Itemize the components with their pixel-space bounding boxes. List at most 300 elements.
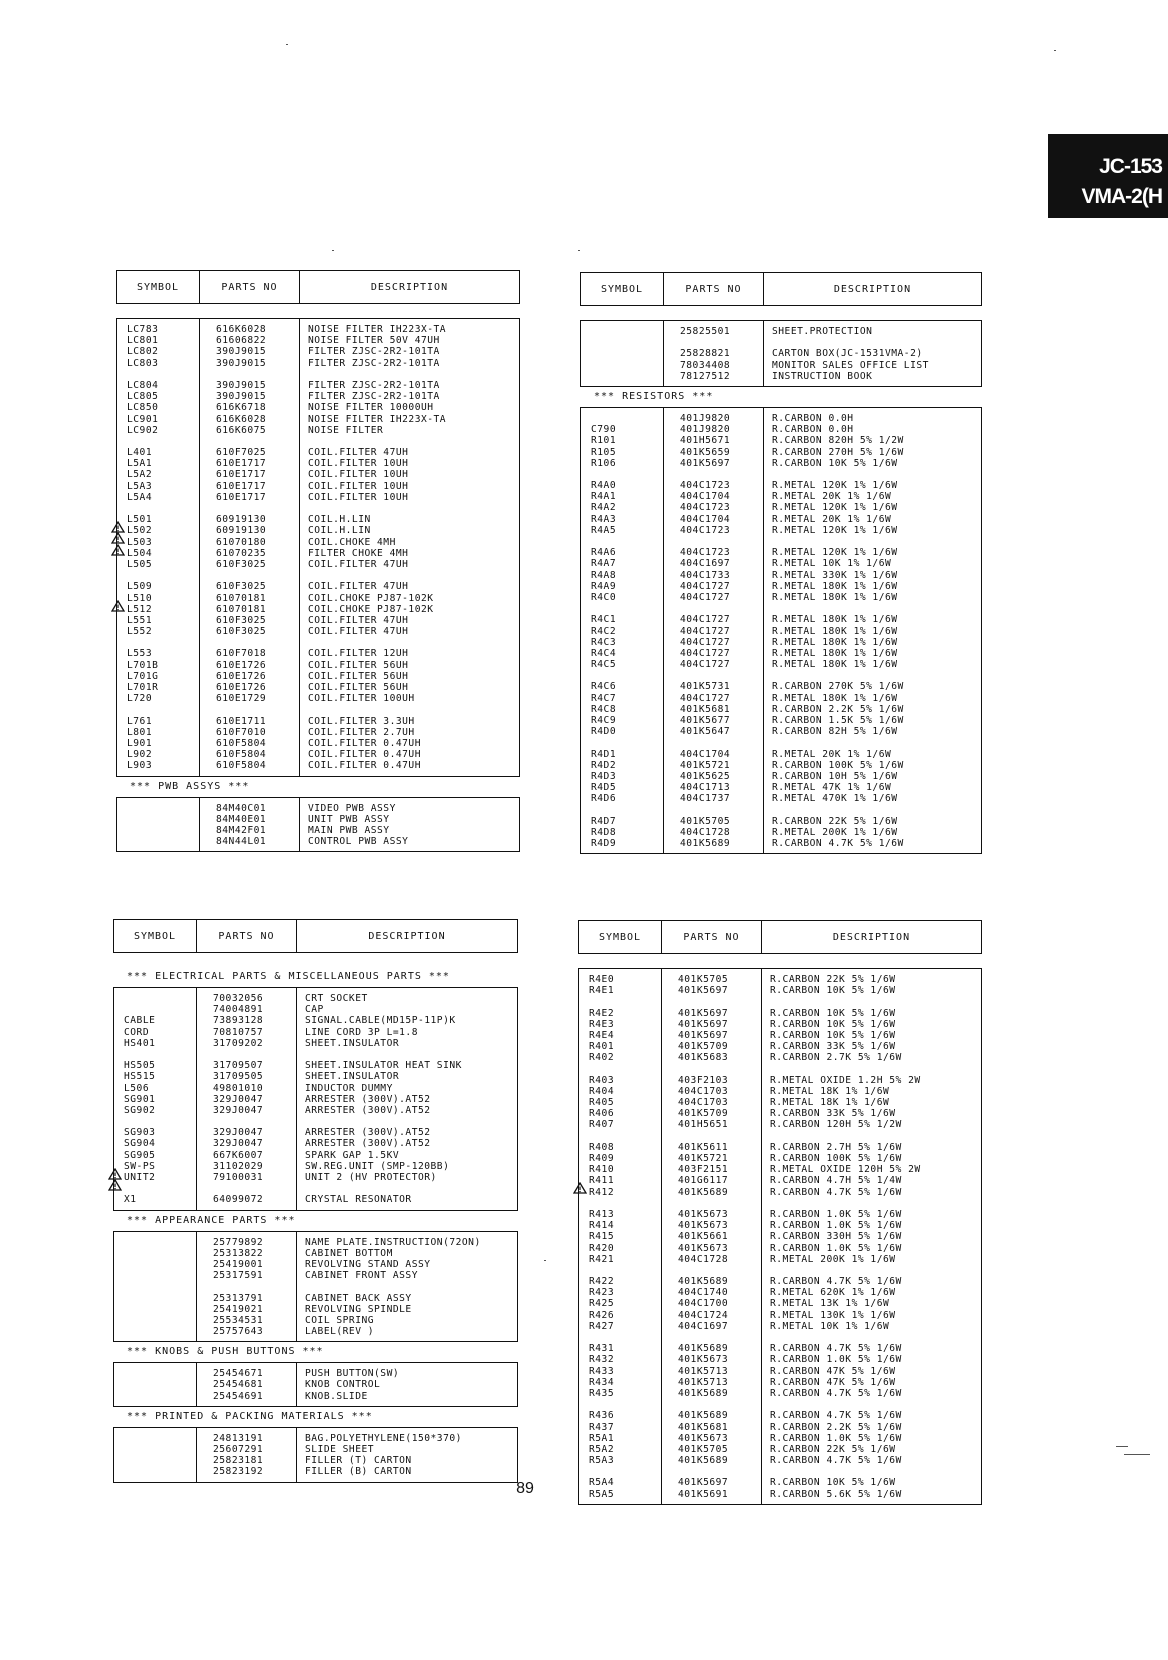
row-gap (589, 1399, 661, 1410)
symbol-text: L701G (127, 670, 159, 682)
parts-no-cell: 401J9820 (680, 424, 731, 436)
symbol-cell (589, 1254, 661, 1265)
description-cell: CRYSTAL RESONATOR (305, 1194, 412, 1206)
description-cell: R.CARBON 330H 5% 1/6W (770, 1231, 902, 1243)
symbol-cell (127, 825, 199, 836)
row-gap (772, 469, 981, 480)
description-cell: MAIN PWB ASSY (308, 824, 390, 836)
symbol-cell (589, 1455, 661, 1466)
symbol-text: LC802 (127, 346, 159, 358)
symbol-text: L701R (127, 682, 159, 693)
parts-no-column (197, 1428, 297, 1482)
symbol-cell (124, 1161, 196, 1172)
parts-no-column (197, 1363, 297, 1406)
description-cell: FILTER ZJSC-2R2-101TA (308, 346, 440, 358)
symbol-text: L512 (127, 603, 153, 615)
parts-no-cell: 610F7018 (216, 648, 267, 660)
parts-no-cell: 616K6075 (216, 424, 267, 436)
table-header (580, 272, 982, 306)
description-cell: R.METAL OXIDE 120H 5% 2W (770, 1164, 921, 1176)
symbol-text: L5A2 (127, 469, 153, 481)
parts-no-cell: 401K5697 (678, 985, 729, 997)
description-cell: R.METAL 180K 1% 1/6W (772, 647, 898, 659)
row-gap (127, 704, 199, 715)
description-cell: COIL.CHOKE PJ87-102K (308, 592, 434, 604)
symbol-text: R435 (589, 1387, 615, 1399)
symbol-cell (124, 1304, 196, 1315)
parts-no-cell: 401K5721 (680, 759, 731, 771)
symbol-text: R106 (591, 457, 617, 469)
symbol-text: R4A7 (591, 558, 617, 570)
symbol-cell (589, 1075, 661, 1086)
scan-speck (578, 250, 580, 251)
parts-no-cell: 404C1728 (678, 1253, 729, 1265)
symbol-cell (127, 525, 199, 536)
parts-no-cell: 404C1727 (680, 659, 731, 671)
description-column (297, 1363, 517, 1406)
symbol-cell (127, 760, 199, 771)
description-column (297, 988, 517, 1210)
parts-no-cell: 401K5661 (678, 1231, 729, 1243)
parts-no-cell: 404C1727 (680, 636, 731, 648)
parts-no-cell: 616K6028 (216, 324, 267, 335)
header-gap (578, 954, 982, 968)
parts-no-cell: 401K5681 (678, 1421, 729, 1433)
symbol-text: L510 (127, 592, 153, 604)
description-cell: LABEL(REV ) (305, 1326, 375, 1338)
description-cell: ARRESTER (300V).AT52 (305, 1093, 431, 1105)
symbol-cell (589, 1142, 661, 1153)
parts-no-cell: 401K5673 (678, 1220, 729, 1232)
symbol-cell (127, 447, 199, 458)
row-gap (772, 536, 981, 547)
description-cell: R.CARBON 820H 5% 1/2W (772, 435, 904, 447)
symbol-cell (124, 1150, 196, 1161)
parts-no-cell: 401K5697 (678, 1029, 729, 1041)
symbol-text: R4E1 (589, 985, 615, 997)
parts-section (113, 987, 518, 1211)
symbol-text: R4D9 (591, 838, 617, 850)
row-gap (680, 603, 763, 614)
parts-rows (579, 969, 981, 1504)
row-gap (680, 737, 763, 748)
symbol-cell (591, 726, 663, 737)
symbol-text: L502 (127, 525, 153, 537)
row-gap (591, 469, 663, 480)
symbol-cell (591, 480, 663, 491)
parts-no-cell: 25454691 (213, 1390, 264, 1402)
parts-no-cell: 404C1703 (678, 1097, 729, 1109)
symbol-cell (591, 592, 663, 603)
description-cell: R.METAL 180K 1% 1/6W (772, 614, 898, 626)
symbol-cell (591, 514, 663, 525)
parts-no-cell: 401K5697 (678, 1018, 729, 1030)
symbol-text: R414 (589, 1220, 615, 1232)
description-cell: R.CARBON 4.7K 5% 1/6W (770, 1410, 902, 1422)
description-cell: R.METAL 200K 1% 1/6W (772, 826, 898, 838)
symbol-cell (591, 435, 663, 446)
symbol-cell (589, 1354, 661, 1365)
description-cell: NOISE FILTER 10000UH (308, 402, 434, 414)
description-cell: COIL.FILTER 47UH (308, 447, 409, 459)
description-cell: CABINET BACK ASSY (305, 1292, 412, 1304)
symbol-cell (591, 838, 663, 849)
description-cell: COIL.FILTER 47UH (308, 626, 409, 638)
description-column (300, 798, 519, 852)
symbol-cell (127, 615, 199, 626)
symbol-text: R413 (589, 1208, 615, 1220)
symbol-cell (127, 425, 199, 436)
row-gap (216, 570, 299, 581)
row-gap (589, 1332, 661, 1343)
symbol-text: X1 (124, 1194, 137, 1206)
header-gap (113, 953, 518, 967)
description-cell: REVOLVING SPINDLE (305, 1303, 412, 1315)
description-cell: COIL.FILTER 10UH (308, 480, 409, 492)
symbol-cell (127, 335, 199, 346)
row-gap (680, 337, 763, 348)
parts-no-cell: 61070181 (216, 603, 267, 615)
parts-no-cell: 84M42F01 (216, 824, 267, 836)
description-cell: R.CARBON 270H 5% 1/6W (772, 446, 904, 458)
description-cell: SPARK GAP 1.5KV (305, 1149, 400, 1161)
description-cell: REVOLVING STAND ASSY (305, 1258, 431, 1270)
description-cell: R.METAL OXIDE 1.2H 5% 2W (770, 1074, 921, 1086)
symbol-cell (591, 502, 663, 513)
parts-no-cell: 610E1711 (216, 715, 267, 727)
description-cell: R.CARBON 10K 5% 1/6W (770, 1029, 896, 1041)
parts-no-cell: 610F3025 (216, 626, 267, 638)
row-gap (678, 1131, 761, 1142)
row-gap (213, 1281, 296, 1292)
symbol-cell (591, 771, 663, 782)
symbol-cell (589, 1175, 661, 1186)
parts-no-cell: 616K6028 (216, 413, 267, 425)
symbol-text: R5A3 (589, 1455, 615, 1467)
parts-no-cell: 401K5689 (678, 1186, 729, 1198)
parts-no-cell: 403F2103 (678, 1074, 729, 1086)
symbol-cell (591, 648, 663, 659)
symbol-cell (591, 782, 663, 793)
row-gap (680, 670, 763, 681)
symbol-cell (591, 525, 663, 536)
symbol-text: R406 (589, 1108, 615, 1120)
parts-section (578, 968, 982, 1505)
row-gap (770, 996, 981, 1007)
symbol-text: L505 (127, 558, 153, 570)
parts-no-cell: 610F5804 (216, 737, 267, 749)
symbol-text: LC805 (127, 391, 159, 403)
row-gap (591, 670, 663, 681)
symbol-cell (589, 1489, 661, 1500)
row-gap (213, 1116, 296, 1127)
symbol-cell (124, 1326, 196, 1337)
row-gap (308, 503, 519, 514)
section-title: *** PWB ASSYS *** (130, 780, 250, 792)
symbol-cell (124, 1038, 196, 1049)
symbol-text: SG903 (124, 1127, 156, 1139)
symbol-text: R437 (589, 1421, 615, 1433)
symbol-cell (124, 1237, 196, 1248)
symbol-cell (124, 1433, 196, 1444)
parts-section (116, 318, 520, 777)
row-gap (216, 704, 299, 715)
parts-no-cell: 25419021 (213, 1303, 264, 1315)
symbol-cell (591, 659, 663, 670)
row-gap (308, 570, 519, 581)
description-cell: NOISE FILTER (308, 424, 384, 436)
parts-no-cell: 25454671 (213, 1368, 264, 1380)
scan-speck (544, 1260, 546, 1261)
symbol-cell (124, 1466, 196, 1477)
symbol-text: R4A8 (591, 569, 617, 581)
symbol-text: SG904 (124, 1138, 156, 1150)
header-gap (116, 304, 520, 318)
description-cell: R.CARBON 100K 5% 1/6W (772, 759, 904, 771)
parts-no-cell: 61070235 (216, 547, 267, 559)
parts-rows (581, 321, 981, 386)
parts-no-cell: 78127512 (680, 370, 731, 382)
parts-no-cell: 401K5673 (678, 1432, 729, 1444)
description-cell: COIL.FILTER 56UH (308, 670, 409, 682)
description-cell: SIGNAL.CABLE(MD15P-11P)K (305, 1015, 456, 1027)
section-title: *** APPEARANCE PARTS *** (127, 1214, 296, 1226)
description-cell: R.CARBON 47K 5% 1/6W (770, 1376, 896, 1388)
symbol-cell (589, 1477, 661, 1488)
row-gap (216, 369, 299, 380)
description-cell: R.CARBON 4.7K 5% 1/6W (770, 1455, 902, 1467)
description-cell: R.METAL 20K 1% 1/6W (772, 513, 892, 525)
description-cell: FILLER (T) CARTON (305, 1455, 412, 1467)
symbol-cell (127, 559, 199, 570)
parts-section (580, 320, 982, 387)
symbol-text: R4C1 (591, 614, 617, 626)
description-cell: R.METAL 620K 1% 1/6W (770, 1287, 896, 1299)
symbol-text: R4D1 (591, 748, 617, 760)
parts-rows (114, 1428, 517, 1482)
model-tab-line2: VMA-2(H (1081, 185, 1162, 208)
symbol-text: L5A3 (127, 480, 153, 492)
symbol-text: R4C2 (591, 625, 617, 637)
description-cell: UNIT 2 (HV PROTECTOR) (305, 1172, 437, 1183)
parts-no-cell: 401K5683 (678, 1052, 729, 1064)
parts-section (113, 1427, 518, 1483)
symbol-column (114, 1363, 197, 1406)
symbol-cell (589, 1153, 661, 1164)
symbol-cell (124, 1391, 196, 1402)
description-cell: R.CARBON 4.7K 5% 1/6W (770, 1186, 902, 1198)
parts-no-cell: 404C1733 (680, 569, 731, 581)
symbol-text: R4D7 (591, 815, 617, 827)
symbol-text: R4E4 (589, 1029, 615, 1041)
description-cell: NOISE FILTER 50V 47UH (308, 335, 440, 347)
symbol-text: C790 (591, 424, 617, 436)
row-gap (124, 1116, 196, 1127)
symbol-cell (124, 1071, 196, 1082)
row-gap (678, 996, 761, 1007)
description-column (764, 408, 981, 853)
parts-no-cell: 329J0047 (213, 1104, 264, 1116)
symbol-text: L901 (127, 737, 153, 749)
parts-no-cell: 610E1726 (216, 682, 267, 693)
symbol-cell (124, 1015, 196, 1026)
parts-no-cell: 25823181 (213, 1455, 264, 1467)
description-cell: CABINET FRONT ASSY (305, 1270, 418, 1282)
description-cell: COIL SPRING (305, 1314, 375, 1326)
header-parts-no: PARTS NO (664, 273, 764, 305)
parts-no-cell: 610F5804 (216, 749, 267, 761)
row-gap (678, 1265, 761, 1276)
parts-no-cell: 390J9015 (216, 357, 267, 369)
description-cell: R.CARBON 2.2K 5% 1/6W (770, 1421, 902, 1433)
description-cell: R.METAL 470K 1% 1/6W (772, 793, 898, 805)
symbol-text: R4D2 (591, 759, 617, 771)
table-header (113, 919, 518, 953)
description-cell: R.METAL 10K 1% 1/6W (772, 558, 892, 570)
parts-no-cell: 74004891 (213, 1004, 264, 1016)
header-description: DESCRIPTION (368, 930, 446, 942)
description-cell: R.METAL 47K 1% 1/6W (772, 782, 892, 794)
symbol-cell (589, 985, 661, 996)
description-cell: R.METAL 10K 1% 1/6W (770, 1320, 890, 1332)
parts-no-cell: 390J9015 (216, 379, 267, 391)
symbol-text: L5A1 (127, 458, 153, 470)
row-gap (124, 1049, 196, 1060)
parts-rows (114, 1232, 517, 1342)
parts-no-cell: 610F5804 (216, 760, 267, 772)
parts-no-cell: 61070181 (216, 592, 267, 604)
symbol-text: SG902 (124, 1104, 156, 1116)
row-gap (213, 1049, 296, 1060)
parts-no-cell: 610F3025 (216, 558, 267, 570)
parts-no-cell: 25419001 (213, 1258, 264, 1270)
description-cell: R.CARBON 2.7H 5% 1/6W (770, 1141, 902, 1153)
description-cell: COIL.FILTER 47UH (308, 581, 409, 593)
description-cell: NAME PLATE.INSTRUCTION(72ON) (305, 1236, 481, 1248)
description-cell: COIL.FILTER 0.47UH (308, 749, 421, 761)
section-title: *** RESISTORS *** (594, 390, 714, 402)
parts-no-cell: 404C1727 (680, 692, 731, 704)
symbol-cell (127, 492, 199, 503)
description-cell: COIL.FILTER 56UH (308, 659, 409, 671)
row-gap (308, 369, 519, 380)
parts-no-cell: 31709507 (213, 1060, 264, 1072)
symbol-text: R5A4 (589, 1477, 615, 1489)
symbol-cell (589, 1187, 661, 1198)
description-cell: R.CARBON 4.7H 5% 1/4W (770, 1175, 902, 1187)
symbol-text: R433 (589, 1365, 615, 1377)
description-cell: SLIDE SHEET (305, 1444, 375, 1455)
parts-no-cell: 73893128 (213, 1015, 264, 1027)
header-parts-no: PARTS NO (197, 920, 297, 952)
parts-no-column (664, 321, 764, 386)
parts-no-cell: 404C1700 (678, 1298, 729, 1310)
symbol-cell (589, 1086, 661, 1097)
row-gap (589, 1131, 661, 1142)
symbol-cell (124, 1094, 196, 1105)
page-number: 89 (516, 1480, 534, 1497)
symbol-text: R4A2 (591, 502, 617, 514)
parts-no-cell: 25317591 (213, 1270, 264, 1282)
symbol-cell (589, 974, 661, 985)
symbol-text: R5A5 (589, 1488, 615, 1500)
row-gap (305, 1281, 517, 1292)
parts-no-cell: 401K5705 (678, 1443, 729, 1455)
parts-no-cell: 404C1740 (678, 1287, 729, 1299)
parts-no-cell: 84N44L01 (216, 836, 267, 848)
symbol-text: R4E0 (589, 974, 615, 985)
parts-no-cell: 404C1703 (678, 1085, 729, 1097)
symbol-text: R412 (589, 1186, 615, 1198)
header-description: DESCRIPTION (833, 283, 912, 295)
symbol-cell (589, 1377, 661, 1388)
description-cell: ARRESTER (300V).AT52 (305, 1127, 431, 1139)
symbol-cell (127, 727, 199, 738)
description-cell: COIL.FILTER 47UH (308, 614, 409, 626)
description-cell: LINE CORD 3P L=1.8 (305, 1026, 418, 1038)
row-gap (591, 536, 663, 547)
parts-no-cell: 404C1728 (680, 826, 731, 838)
description-cell: MONITOR SALES OFFICE LIST (772, 359, 929, 371)
parts-no-cell: 404C1727 (680, 647, 731, 659)
description-cell: R.CARBON 4.7K 5% 1/6W (770, 1343, 902, 1355)
symbol-cell (124, 1060, 196, 1071)
symbol-text: SW-PS (124, 1160, 156, 1172)
description-cell: R.CARBON 1.5K 5% 1/6W (772, 715, 904, 726)
description-cell: SHEET.INSULATOR (305, 1071, 400, 1083)
symbol-column (114, 1428, 197, 1482)
symbol-text: R427 (589, 1320, 615, 1332)
parts-no-cell: 84M40C01 (216, 802, 267, 814)
parts-no-cell: 401H5651 (678, 1119, 729, 1131)
row-gap (305, 1049, 517, 1060)
description-cell: R.METAL 120K 1% 1/6W (772, 547, 898, 559)
description-column (762, 969, 981, 1504)
header-gap (580, 306, 982, 320)
symbol-cell (591, 793, 663, 804)
row-gap (772, 603, 981, 614)
symbol-cell (589, 1231, 661, 1242)
row-gap (124, 1183, 196, 1194)
parts-no-cell: 404C1697 (678, 1320, 729, 1332)
parts-no-cell: 401K5689 (678, 1410, 729, 1422)
symbol-cell (591, 360, 663, 371)
symbol-cell (589, 1276, 661, 1287)
description-cell: R.CARBON 22K 5% 1/6W (772, 815, 898, 827)
symbol-text: SG905 (124, 1149, 156, 1161)
symbol-text: HS505 (124, 1060, 156, 1072)
parts-section (113, 1362, 518, 1407)
description-cell: SHEET.PROTECTION (772, 326, 873, 337)
symbol-cell (127, 458, 199, 469)
symbol-cell (589, 1433, 661, 1444)
description-cell: CONTROL PWB ASSY (308, 836, 409, 848)
parts-no-cell: 24813191 (213, 1432, 264, 1444)
symbol-text: L761 (127, 715, 153, 727)
row-gap (127, 436, 199, 447)
description-cell: R.CARBON 2.7K 5% 1/6W (770, 1052, 902, 1064)
row-gap (589, 1265, 661, 1276)
parts-no-cell: 404C1697 (680, 558, 731, 570)
parts-no-cell: 401K5697 (678, 1007, 729, 1019)
description-cell: KNOB CONTROL (305, 1379, 381, 1391)
symbol-text: L552 (127, 626, 153, 638)
symbol-cell (591, 749, 663, 760)
header-symbol: SYMBOL (579, 921, 662, 953)
symbol-text: L720 (127, 693, 153, 705)
description-cell: R.CARBON 4.7K 5% 1/6W (770, 1387, 902, 1399)
symbol-cell (127, 391, 199, 402)
